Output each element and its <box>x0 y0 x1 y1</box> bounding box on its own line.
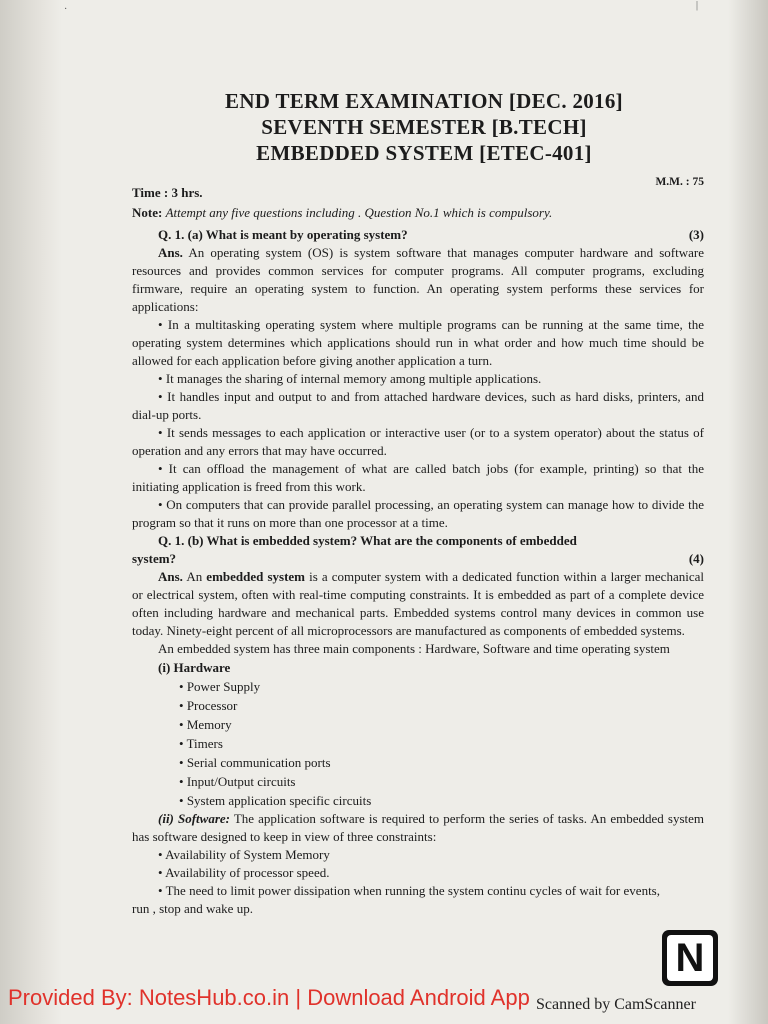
bullet-text: It can offload the management of what are called batch jobs (for example, printing) so that the initiating application is freed from this work. <box>132 461 704 494</box>
ans-text: An <box>186 569 203 584</box>
question-marks: (4) <box>688 551 704 566</box>
title-line: EMBEDDED SYSTEM [ETEC-401] <box>256 141 592 165</box>
list-item: • Memory <box>179 715 704 734</box>
camscanner-label: Scanned by CamScanner <box>536 996 696 1013</box>
exam-title <box>144 88 704 166</box>
bullet-text: Availability of System Memory <box>165 847 330 862</box>
title-line: SEVENTH SEMESTER [B.TECH] <box>261 115 587 139</box>
scan-shadow-left <box>0 0 62 1024</box>
software-heading: (ii) Software: <box>158 811 230 826</box>
list-item: • Timers <box>179 734 704 753</box>
bullet-text: The need to limit power dissipation when running the system continu cycles of wait for events, run , stop and wake up. <box>132 883 660 916</box>
bullet-item: • On computers that can provide parallel processing, an operating system can manage how to divide the program so that it runs on more than one processor at a time. <box>132 497 704 530</box>
list-item: • Power Supply <box>179 677 704 696</box>
noteshub-watermark-link[interactable]: Provided By: NotesHub.co.in | Download Android App <box>8 985 530 1010</box>
bullet-item: • It can offload the management of what are called batch jobs (for example, printing) so that the initiating application is freed from this work. <box>132 461 704 494</box>
logo-letter: N <box>667 935 713 981</box>
bullet-item: • The need to limit power dissipation when running the system continu cycles of wait for events, run , stop and wake up. <box>132 883 660 916</box>
bullet-text: On computers that can provide parallel processing, an operating system can manage how to divide the program so that it runs on more than one processor at a time. <box>132 497 704 530</box>
bullet-text: It manages the sharing of internal memory among multiple applications. <box>165 371 542 386</box>
list-item: • Serial communication ports <box>179 753 704 772</box>
list-item: • Processor <box>179 696 704 715</box>
scan-shadow-right <box>728 0 768 1024</box>
bullet-item: • It sends messages to each application or interactive user (or to a system operator) about the status of operation and any errors that may have occurred. <box>132 425 704 458</box>
max-marks: M.M. : 75 <box>655 176 704 188</box>
software-text: The application software is required to perform the series of tasks. An embedded system has software designed to keep in view of three constraints: <box>132 811 705 844</box>
scan-speck: · <box>64 4 68 15</box>
bullet-item: • It handles input and output to and from attached hardware devices, such as hard disks, printers, and dial-up ports. <box>132 389 704 422</box>
hardware-heading: (i) Hardware <box>158 660 231 675</box>
exam-note <box>132 204 704 221</box>
answer-paragraph <box>132 244 704 316</box>
bullet-text: In a multitasking operating system where multiple programs can be running at the same time, the operating system determines which applications should run in what order and how much time should be allowed for each application before giving another application a turn. <box>132 317 704 368</box>
note-label: Note: <box>132 205 163 220</box>
bullet-item: • Availability of processor speed. <box>158 865 330 880</box>
bullet-item: • It manages the sharing of internal memory among multiple applications. <box>158 371 542 386</box>
question-marks: (3) <box>688 227 704 242</box>
answer-paragraph <box>132 568 704 640</box>
components-intro: An embedded system has three main components : Hardware, Software and time operating system <box>158 641 670 656</box>
ans-label: Ans. <box>158 569 183 584</box>
bullet-text: It sends messages to each application or interactive user (or to a system operator) about the status of operation and any errors that may have occurred. <box>132 425 704 458</box>
software-paragraph <box>132 810 704 846</box>
list-item: • Input/Output circuits <box>179 772 704 791</box>
title-line: END TERM EXAMINATION [DEC. 2016] <box>225 89 623 113</box>
question-text: Q. 1. (a) What is meant by operating system? <box>158 227 408 242</box>
ans-text: is a computer system with a dedicated function within a larger mechanical or electrical system, often with real-time computing constraints. It is embedded as part of a complete device often including hardware and mechanical parts. Embedded systems control many devices in common use today. Ninety-eight percent of all microprocessors are manufactured as components of embedded systems. <box>132 569 704 638</box>
question-1b <box>132 532 704 550</box>
notes-app-logo <box>662 930 718 986</box>
exam-time: Time : 3 hrs. <box>132 185 203 200</box>
bullet-text: It handles input and output to and from attached hardware devices, such as hard disks, printers, and dial-up ports. <box>132 389 704 422</box>
ans-text: An operating system (OS) is system software that manages computer hardware and software resources and provides common services for computer programs. All computer programs, excluding firmware, require an operating system to function. An operating system performs these services for applications: <box>132 245 704 314</box>
bullet-item: • In a multitasking operating system where multiple programs can be running at the same time, the operating system determines which applications should run in what order and how much time should be allowed for each application before giving another application a turn. <box>132 317 704 368</box>
question-1b-cont <box>132 550 704 568</box>
bullet-text: Availability of processor speed. <box>165 865 330 880</box>
ans-bold-term: embedded system <box>206 569 305 584</box>
question-text: Q. 1. (b) What is embedded system? What are the components of embedded <box>158 533 577 548</box>
list-item: • System application specific circuits <box>179 791 704 810</box>
question-1a <box>132 226 704 244</box>
note-text: Attempt any five questions including . Question No.1 which is compulsory. <box>165 205 553 220</box>
scan-speck: | <box>696 0 699 11</box>
bullet-item: • Availability of System Memory <box>158 847 330 862</box>
hardware-list <box>132 677 704 810</box>
exam-page <box>132 88 704 918</box>
question-text: system? <box>132 551 177 566</box>
ans-label: Ans. <box>158 245 183 260</box>
